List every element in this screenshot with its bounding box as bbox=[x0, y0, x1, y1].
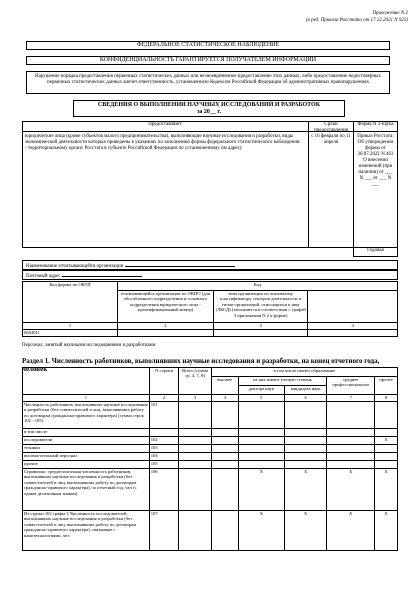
table-row bbox=[23, 402, 398, 429]
s1-colnum-6: 6 bbox=[284, 395, 326, 402]
s1-colnum-3: 3 bbox=[179, 395, 212, 402]
cell bbox=[327, 429, 375, 437]
s1-h-other: прочее bbox=[375, 377, 398, 395]
cell: X bbox=[327, 469, 375, 511]
cell[interactable] bbox=[238, 453, 284, 461]
code-num-3: 3 bbox=[213, 323, 308, 330]
s1-colnum-8: 8 bbox=[375, 395, 398, 402]
cell[interactable] bbox=[179, 437, 212, 445]
s1-colnum-5: 5 bbox=[238, 395, 284, 402]
row-code: 104 bbox=[149, 453, 179, 461]
lksd-value[interactable] bbox=[213, 330, 308, 337]
form-year: за 20__ г. bbox=[197, 109, 221, 115]
cell[interactable] bbox=[284, 453, 326, 461]
lksd-header: типа организации по локальному классификатору секторов деятельности и типов организаций, относящихся к ним (ЛКСД) (заполняется в соответствии с графой 3 приложения N 2 к форме) bbox=[213, 291, 308, 323]
row-label: техники bbox=[23, 445, 150, 453]
cell[interactable] bbox=[284, 445, 326, 453]
cell[interactable] bbox=[179, 469, 212, 511]
cell[interactable] bbox=[211, 453, 238, 461]
codes-table bbox=[22, 281, 398, 337]
cell: X bbox=[238, 511, 284, 551]
cell[interactable] bbox=[211, 511, 238, 551]
row-label: в том числе: bbox=[23, 429, 150, 437]
cell[interactable] bbox=[211, 469, 238, 511]
row-label: Численность работников, выполнявших научные исследования и разработки (без совместителей и лиц, выполнявших работу по договорам гражданско-правового характера) (сумма строк 102 - 105) bbox=[23, 402, 150, 429]
cell[interactable] bbox=[179, 402, 212, 429]
section1-table bbox=[22, 367, 398, 551]
s1-h-candidate: кандидата наук bbox=[284, 386, 326, 395]
row-label: вспомогательный персонал bbox=[23, 453, 150, 461]
cell[interactable] bbox=[327, 437, 375, 445]
submitters-text: юридические лица (кроме субъектов малого предпринимательства), выполняющие научные исследования и разработки, виды экономической деятельности которых приведены в указаниях по заполнению формы федерального статистического наблюдения: - территориальному органу Росстата в субъекте Российской Федерации по установленному им адресу bbox=[22, 131, 309, 248]
extra-value[interactable] bbox=[308, 330, 398, 337]
address-label: Почтовый адрес bbox=[26, 274, 61, 279]
code-num-4: 4 bbox=[308, 323, 398, 330]
cell: X bbox=[284, 469, 326, 511]
row-label: исследователи bbox=[23, 437, 150, 445]
row-code: 107 bbox=[149, 511, 179, 551]
form-no-header: Форма N 2-наука bbox=[353, 121, 398, 132]
s1-h-secondary: среднее профессиональное bbox=[327, 377, 375, 395]
submit-header: Предоставляют: bbox=[22, 121, 309, 132]
cell: X bbox=[375, 469, 398, 511]
table-row bbox=[23, 453, 398, 461]
row-label: Из строки 102 графы 3 Численность исследователей, выполнявших научные исследования и разработки (без совместителей и лиц, выполнявших работу по договорам гражданско-правового характера), связанные с нанотехнологиями, чел bbox=[23, 511, 150, 551]
cell[interactable] bbox=[179, 445, 212, 453]
order-text: Приказ Росстата: Об утверждении формы от 30.07.2021 N 463 О внесении изменений (при наличии) от ___ N ___ от ___ N ___ bbox=[353, 131, 398, 248]
cell[interactable] bbox=[211, 445, 238, 453]
warning-box: Нарушение порядка предоставления первичных статистических данных или несвоевременное предоставление этих данных, либо предоставление недостоверных первичных статистических данных влечет ответственность, установленную Кодексом Российской Федерации об административных правонарушениях bbox=[26, 71, 390, 94]
submission-block bbox=[22, 121, 398, 257]
periodicity: Годовая bbox=[353, 247, 398, 257]
deadline-text: с 16 февраля по 11 апреля bbox=[308, 131, 354, 248]
confidentiality-banner: КОНФИДЕНЦИАЛЬНОСТЬ ГАРАНТИРУЕТСЯ ПОЛУЧАТЕЛЕМ ИНФОРМАЦИИ bbox=[26, 56, 390, 65]
form-title-box bbox=[73, 100, 345, 117]
appendix-line2: (в ред. Приказа Росстата от 17.12.2021 N 925) bbox=[305, 18, 408, 23]
okpo-header: отчитывающейся организации по ОКПО (для обособленного подразделения и головного подразделения юридического лица - идентификационный номер) bbox=[117, 291, 213, 323]
cell[interactable] bbox=[179, 461, 212, 469]
cell[interactable] bbox=[375, 402, 398, 429]
okpo-value[interactable] bbox=[117, 330, 213, 337]
cell[interactable] bbox=[284, 461, 326, 469]
cell: X bbox=[327, 511, 375, 551]
row-code: 106 bbox=[149, 469, 179, 511]
s1-h-have-degree: из них имеют ученую степень bbox=[238, 377, 327, 386]
cell[interactable] bbox=[327, 445, 375, 453]
personnel-note: Персонал, занятый научными исследованиями и разработками bbox=[22, 343, 156, 348]
org-name-row[interactable] bbox=[22, 260, 398, 270]
row-code: 101 bbox=[149, 402, 179, 429]
cell: X bbox=[375, 511, 398, 551]
address-row[interactable] bbox=[22, 270, 398, 280]
row-code: 105 bbox=[149, 461, 179, 469]
code-num-2: 2 bbox=[117, 323, 213, 330]
row-code bbox=[149, 429, 179, 437]
cell[interactable] bbox=[375, 461, 398, 469]
okud-header: Код формы по ОКУД bbox=[23, 282, 118, 323]
address-field[interactable] bbox=[62, 272, 142, 277]
cell[interactable] bbox=[211, 402, 238, 429]
s1-colnum-2: 2 bbox=[149, 395, 179, 402]
cell[interactable] bbox=[327, 453, 375, 461]
section1-title: Раздел 1. Численность работников, выполнявших научные исследования и разработки, на конец отчетного года, человек bbox=[22, 357, 380, 373]
org-name-label: Наименование отчитывающейся организации bbox=[26, 264, 124, 269]
s1-h-incl: в том числе имеют образование bbox=[211, 368, 397, 377]
s1-h-row: N строки bbox=[149, 368, 179, 395]
cell[interactable] bbox=[211, 437, 238, 445]
form-title: СВЕДЕНИЯ О ВЫПОЛНЕНИИ НАУЧНЫХ ИССЛЕДОВАНИЙ И РАЗРАБОТОК bbox=[97, 102, 321, 108]
s1-h-blank bbox=[23, 368, 150, 395]
table-row bbox=[23, 429, 398, 437]
cell[interactable] bbox=[238, 461, 284, 469]
table-row bbox=[23, 469, 398, 511]
code-num-1: 1 bbox=[23, 323, 118, 330]
cell[interactable] bbox=[327, 461, 375, 469]
row-code: 103 bbox=[149, 445, 179, 453]
row-label: прочие bbox=[23, 461, 150, 469]
appendix-line1: Приложение N 2 bbox=[372, 11, 408, 16]
blank-header bbox=[308, 291, 398, 323]
cell bbox=[211, 429, 238, 437]
cell[interactable] bbox=[179, 453, 212, 461]
cell[interactable] bbox=[327, 402, 375, 429]
cell[interactable] bbox=[375, 445, 398, 453]
cell[interactable] bbox=[284, 437, 326, 445]
s1-h-doctor: доктора наук bbox=[238, 386, 284, 395]
cell: X bbox=[238, 469, 284, 511]
s1-h-total: Всего (сумма гр. 4, 7, 8) bbox=[179, 368, 212, 395]
code-header: Код bbox=[117, 282, 397, 291]
cell[interactable] bbox=[211, 461, 238, 469]
cell[interactable] bbox=[238, 445, 284, 453]
cell bbox=[238, 429, 284, 437]
table-row bbox=[23, 445, 398, 453]
row-label: Справочно: среднесписочная численность работников, выполнявших научные исследования и разработки (без совместителей и лиц, выполнявших работу по договорам гражданско-правового характера), за отчетный год, чел (с одним десятичным знаком) bbox=[23, 469, 150, 511]
deadline-header: Сроки предоставления bbox=[308, 121, 354, 132]
s1-colnum-4: 4 bbox=[211, 395, 238, 402]
table-row bbox=[23, 461, 398, 469]
cell[interactable]: X bbox=[375, 437, 398, 445]
okud-value: 0604011 bbox=[23, 330, 118, 337]
cell[interactable] bbox=[375, 453, 398, 461]
observation-banner: ФЕДЕРАЛЬНОЕ СТАТИСТИЧЕСКОЕ НАБЛЮДЕНИЕ bbox=[26, 41, 390, 50]
org-name-field[interactable] bbox=[125, 262, 235, 267]
s1-h-higher: высшее bbox=[211, 377, 238, 395]
cell[interactable] bbox=[284, 402, 326, 429]
cell bbox=[179, 429, 212, 437]
cell[interactable] bbox=[179, 511, 212, 551]
cell bbox=[375, 429, 398, 437]
cell[interactable] bbox=[238, 402, 284, 429]
s1-colnum-7: 7 bbox=[327, 395, 375, 402]
cell[interactable] bbox=[238, 437, 284, 445]
cell: X bbox=[284, 511, 326, 551]
table-row bbox=[23, 511, 398, 551]
row-code: 102 bbox=[149, 437, 179, 445]
cell bbox=[284, 429, 326, 437]
s1-colnum-1: 1 bbox=[23, 395, 150, 402]
table-row bbox=[23, 437, 398, 445]
